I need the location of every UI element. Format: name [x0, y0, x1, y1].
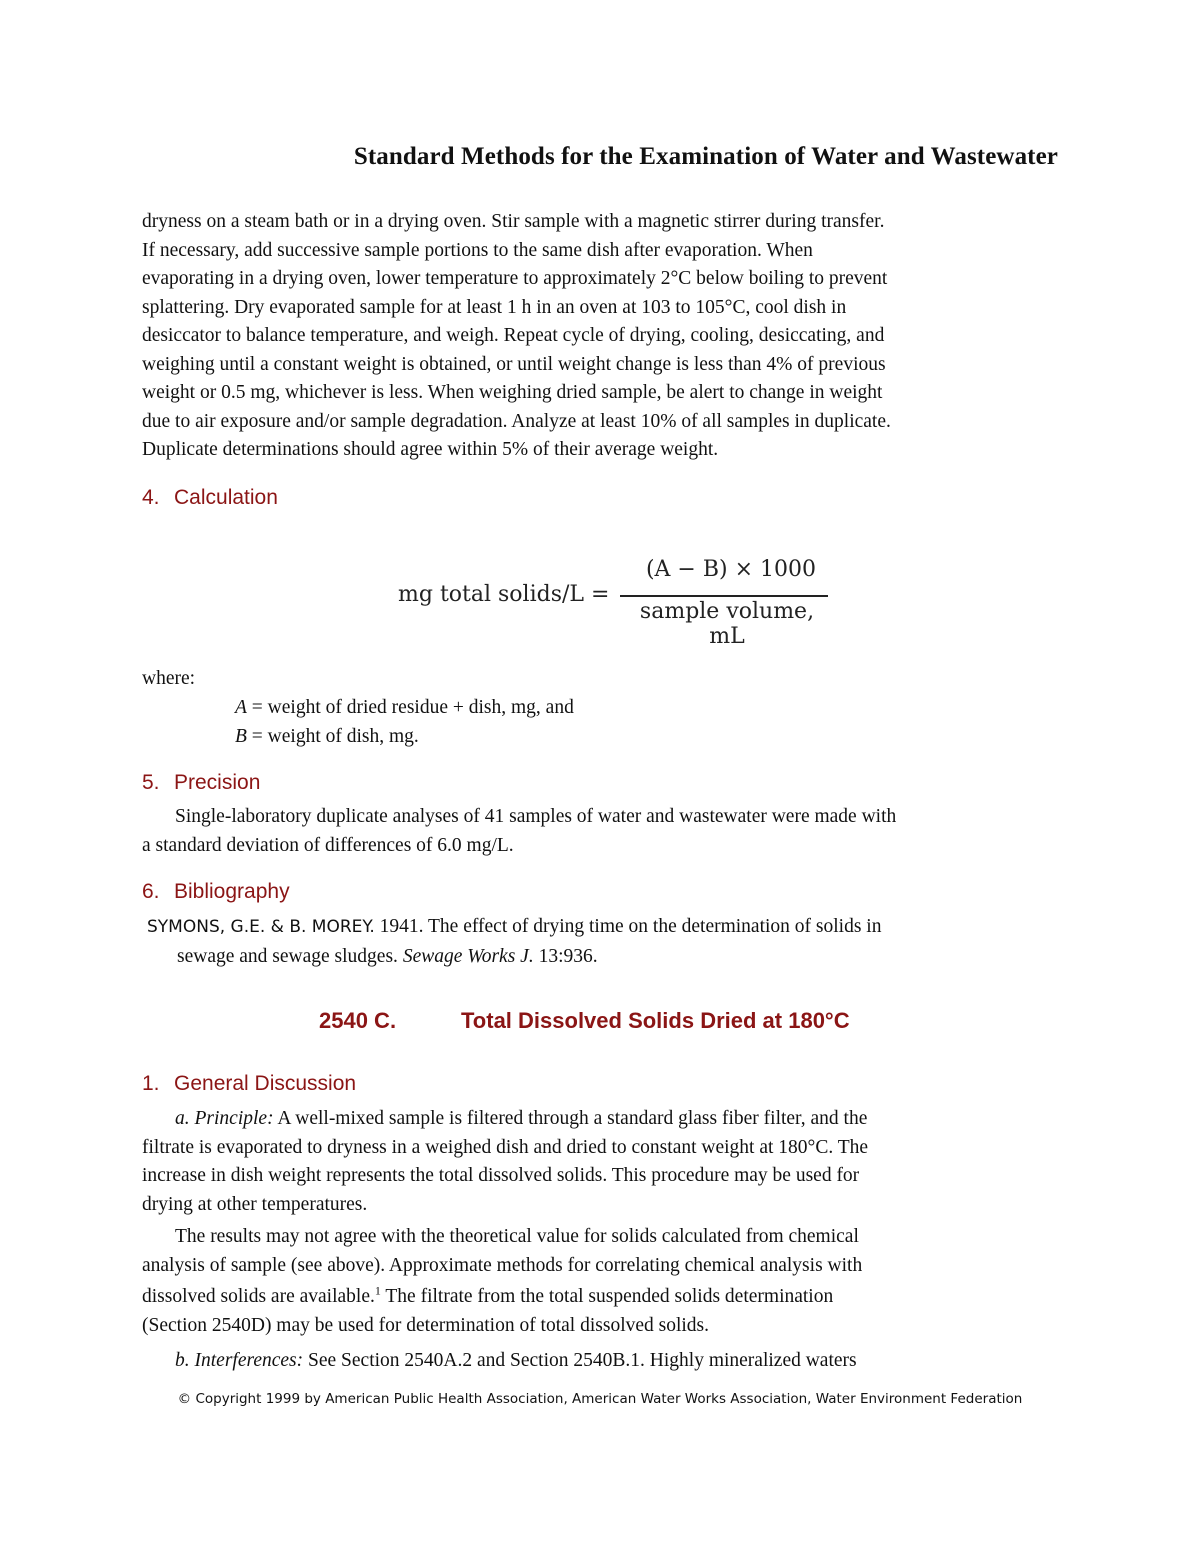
principle-paragraph [142, 1105, 1057, 1219]
definition-equals: = [246, 697, 268, 718]
text-line: The results may not agree with the theoretical value for solids calculated from chemical [175, 1226, 859, 1247]
formula-numerator: (A − B) × 1000 [645, 557, 817, 582]
heading-title: Bibliography [174, 880, 290, 903]
bib-ref: 13:936. [533, 946, 598, 967]
text-line: desiccator to balance temperature, and weigh. Repeat cycle of drying, cooling, desiccating, and [142, 325, 885, 346]
precision-paragraph [142, 803, 1057, 860]
text-line: A well-mixed sample is filtered through a standard glass fiber filter, and the [273, 1108, 868, 1129]
formula-denominator: sample volume, mL [639, 599, 815, 649]
section-name: Total Dissolved Solids Dried at 180°C [461, 1008, 850, 1033]
text-line: See Section 2540A.2 and Section 2540B.1. Highly mineralized waters [303, 1350, 857, 1371]
bibliography-entry [147, 912, 1057, 971]
text-line: filtrate is evaporated to dryness in a weighed dish and dried to constant weight at 180°C. The [142, 1136, 869, 1158]
text-line: due to air exposure and/or sample degradation. Analyze at least 10% of all samples in duplicate. [142, 410, 891, 432]
heading-title: Calculation [174, 486, 278, 509]
heading-number: 5. [142, 771, 160, 794]
text-line: Single-laboratory duplicate analyses of 41 samples of water and wastewater were made with [175, 806, 897, 827]
where-label: where: [142, 668, 196, 689]
definition-a [235, 697, 574, 719]
text-line: (Section 2540D) may be used for determination of total dissolved solids. [142, 1314, 710, 1336]
text-line: drying at other temperatures. [142, 1193, 368, 1215]
bib-journal: Sewage Works J. [402, 946, 534, 967]
heading-general-discussion [142, 1072, 356, 1096]
text-line: analysis of sample (see above). Approximate methods for correlating chemical analysis with [142, 1254, 863, 1276]
text-line: increase in dish weight represents the total dissolved solids. This procedure may be used for [142, 1165, 860, 1186]
formula-lhs: mg total solids/L = [398, 582, 610, 607]
text-line: If necessary, add successive sample portions to the same dish after evaporation. When [142, 239, 813, 261]
heading-bibliography [142, 880, 290, 904]
bib-text: sewage and sewage sludges. [177, 946, 403, 967]
calculation-formula [398, 555, 858, 649]
intro-paragraph [142, 208, 1057, 465]
interferences-paragraph [142, 1347, 1057, 1376]
definition-equals: = [246, 726, 268, 747]
text-line: dryness on a steam bath or in a drying oven. Stir sample with a magnetic stirrer during transfer. [142, 211, 885, 232]
definition-b [235, 726, 419, 748]
definition-text: weight of dish, mg. [267, 726, 419, 747]
fraction-bar [620, 595, 828, 597]
section-code: 2540 C. [319, 1008, 397, 1033]
text-line: Duplicate determinations should agree within 5% of their average weight. [142, 439, 719, 460]
heading-number: 6. [142, 880, 160, 903]
text-line: weighing until a constant weight is obtained, or until weight change is less than 4% of previous [142, 353, 886, 375]
text-line: evaporating in a drying oven, lower temperature to approximately 2°C below boiling to prevent [142, 268, 888, 289]
principle-label: a. Principle: [175, 1108, 274, 1129]
text-line: weight or 0.5 mg, whichever is less. When weighing dried sample, be alert to change in weight [142, 382, 883, 403]
definition-text: weight of dried residue + dish, mg, and [267, 697, 574, 718]
heading-precision [142, 771, 260, 795]
heading-number: 4. [142, 486, 160, 509]
text-line: dissolved solids are available. [142, 1286, 375, 1307]
text-line: a standard deviation of differences of 6.0 mg/L. [142, 834, 514, 856]
definition-variable: A [235, 697, 247, 718]
definition-variable: B [235, 726, 247, 747]
heading-calculation [142, 486, 278, 510]
interferences-label: b. Interferences: [175, 1350, 304, 1371]
heading-number: 1. [142, 1072, 160, 1095]
section-title [319, 1008, 850, 1034]
text-line: The filtrate from the total suspended solids determination [380, 1286, 834, 1307]
bib-text: 1941. The effect of drying time on the determination of solids in [374, 916, 882, 937]
bib-authors: SYMONS, G.E. & B. MOREY. [147, 917, 375, 937]
results-paragraph [142, 1223, 1057, 1340]
copyright-footer: © Copyright 1999 by American Public Health Association, American Water Works Association, Water Environment Federation [177, 1391, 1023, 1407]
footnote-reference[interactable]: 1 [374, 1283, 381, 1298]
heading-title: General Discussion [174, 1072, 357, 1095]
text-line: splattering. Dry evaporated sample for at least 1 h in an oven at 103 to 105°C, cool dish in [142, 296, 847, 318]
heading-title: Precision [174, 771, 261, 794]
page-header-title: Standard Methods for the Examination of Water and Wastewater [353, 143, 1058, 170]
